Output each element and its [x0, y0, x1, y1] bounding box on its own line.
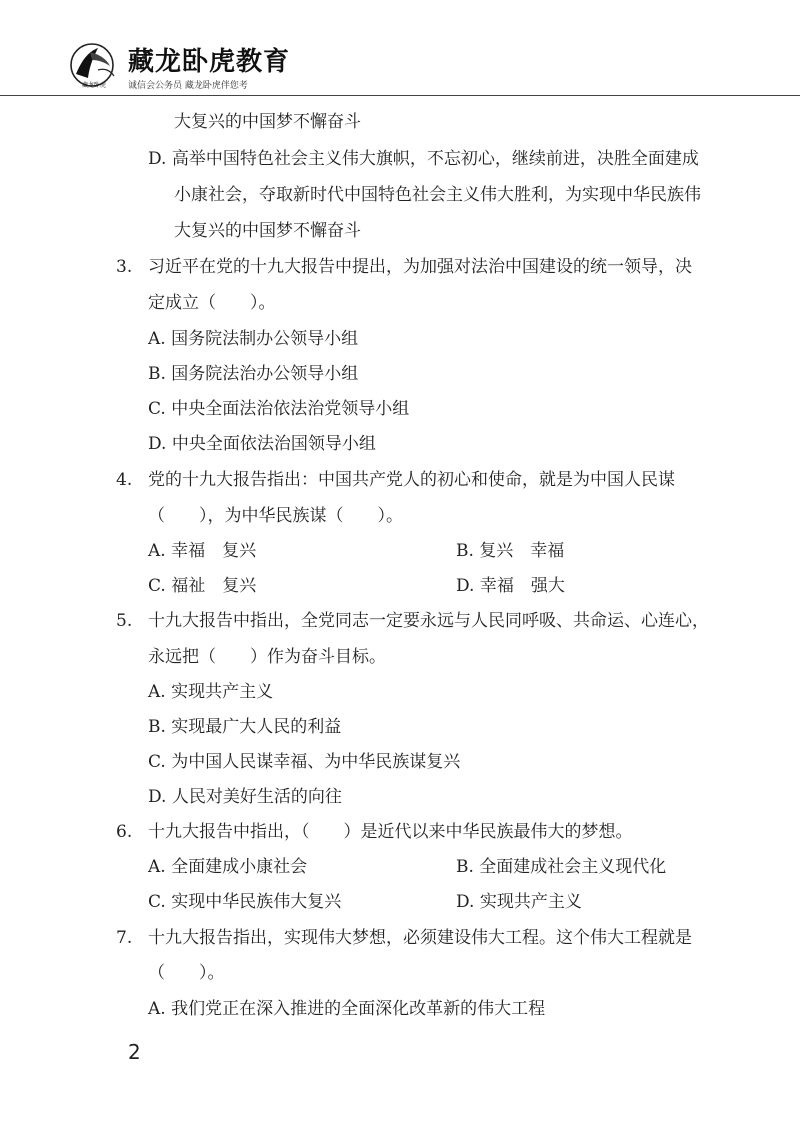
q6-option-b: B. 全面建成社会主义现代化: [456, 857, 667, 877]
q3-option-d: D. 中央全面依法治国领导小组: [148, 434, 376, 454]
q2-option-d-line1: D. 高举中国特色社会主义伟大旗帜，不忘初心，继续前进，决胜全面建成: [148, 149, 699, 169]
svg-text:藏龙卧虎: 藏龙卧虎: [81, 82, 107, 89]
q4-stem-line2: （ ），为中华民族谋（ ）。: [148, 506, 403, 526]
q7-option-a: A. 我们党正在深入推进的全面深化改革新的伟大工程: [148, 999, 546, 1019]
page-header: [0, 0, 800, 95]
q4-stem-line1: 党的十九大报告指出：中国共产党人的初心和使命，就是为中国人民谋: [148, 470, 675, 490]
q2-option-d-line2: 小康社会，夺取新时代中国特色社会主义伟大胜利，为实现中华民族伟: [174, 185, 701, 205]
q3-stem-line2: 定成立（ ）。: [148, 293, 276, 313]
q6-option-a: A. 全面建成小康社会: [148, 857, 308, 877]
q3-option-c: C. 中央全面法治依法治党领导小组: [148, 399, 410, 419]
q5-option-b: B. 实现最广大人民的利益: [148, 717, 342, 737]
brand-slogan: 诚信会公务员 藏龙卧虎伴您考: [128, 81, 248, 91]
q6-option-c: C. 实现中华民族伟大复兴: [148, 892, 342, 912]
question-number: 3.: [116, 257, 133, 277]
q5-stem-line1: 十九大报告中指出，全党同志一定要永远与人民同呼吸、共命运、心连心，: [148, 611, 709, 631]
header-divider: [0, 95, 800, 96]
question-number: 6.: [116, 822, 133, 842]
q3-option-a: A. 国务院法制办公领导小组: [148, 329, 359, 349]
q5-option-d: D. 人民对美好生活的向往: [148, 787, 342, 807]
question-number: 5.: [116, 611, 133, 631]
page-number: 2: [128, 1040, 141, 1064]
q6-option-d: D. 实现共产主义: [456, 892, 582, 912]
q5-option-a: A. 实现共产主义: [148, 682, 274, 702]
q5-option-c: C. 为中国人民谋幸福、为中华民族谋复兴: [148, 752, 461, 772]
q4-option-b: B. 复兴 幸福: [456, 541, 565, 561]
q2-option-d-line3: 大复兴的中国梦不懈奋斗: [174, 221, 361, 241]
q3-option-b: B. 国务院法治办公领导小组: [148, 364, 359, 384]
q7-stem-line2: （ ）。: [148, 963, 225, 983]
question-number: 7.: [116, 928, 133, 948]
q4-option-c: C. 福祉 复兴: [148, 576, 257, 596]
q6-stem-line1: 十九大报告中指出，（ ）是近代以来中华民族最伟大的梦想。: [148, 822, 633, 842]
q2-tail-text: 大复兴的中国梦不懈奋斗: [174, 112, 361, 132]
q3-stem-line1: 习近平在党的十九大报告中提出，为加强对法治中国建设的统一领导，决: [148, 257, 692, 277]
q4-option-d: D. 幸福 强大: [456, 576, 565, 596]
brand-name: 藏龙卧虎教育: [128, 47, 291, 77]
dragon-tiger-logo-icon: [68, 40, 120, 90]
q7-stem-line1: 十九大报告指出，实现伟大梦想，必须建设伟大工程。这个伟大工程就是: [148, 928, 692, 948]
question-number: 4.: [116, 470, 133, 490]
q5-stem-line2: 永远把（ ）作为奋斗目标。: [148, 647, 386, 667]
q4-option-a: A. 幸福 复兴: [148, 541, 257, 561]
